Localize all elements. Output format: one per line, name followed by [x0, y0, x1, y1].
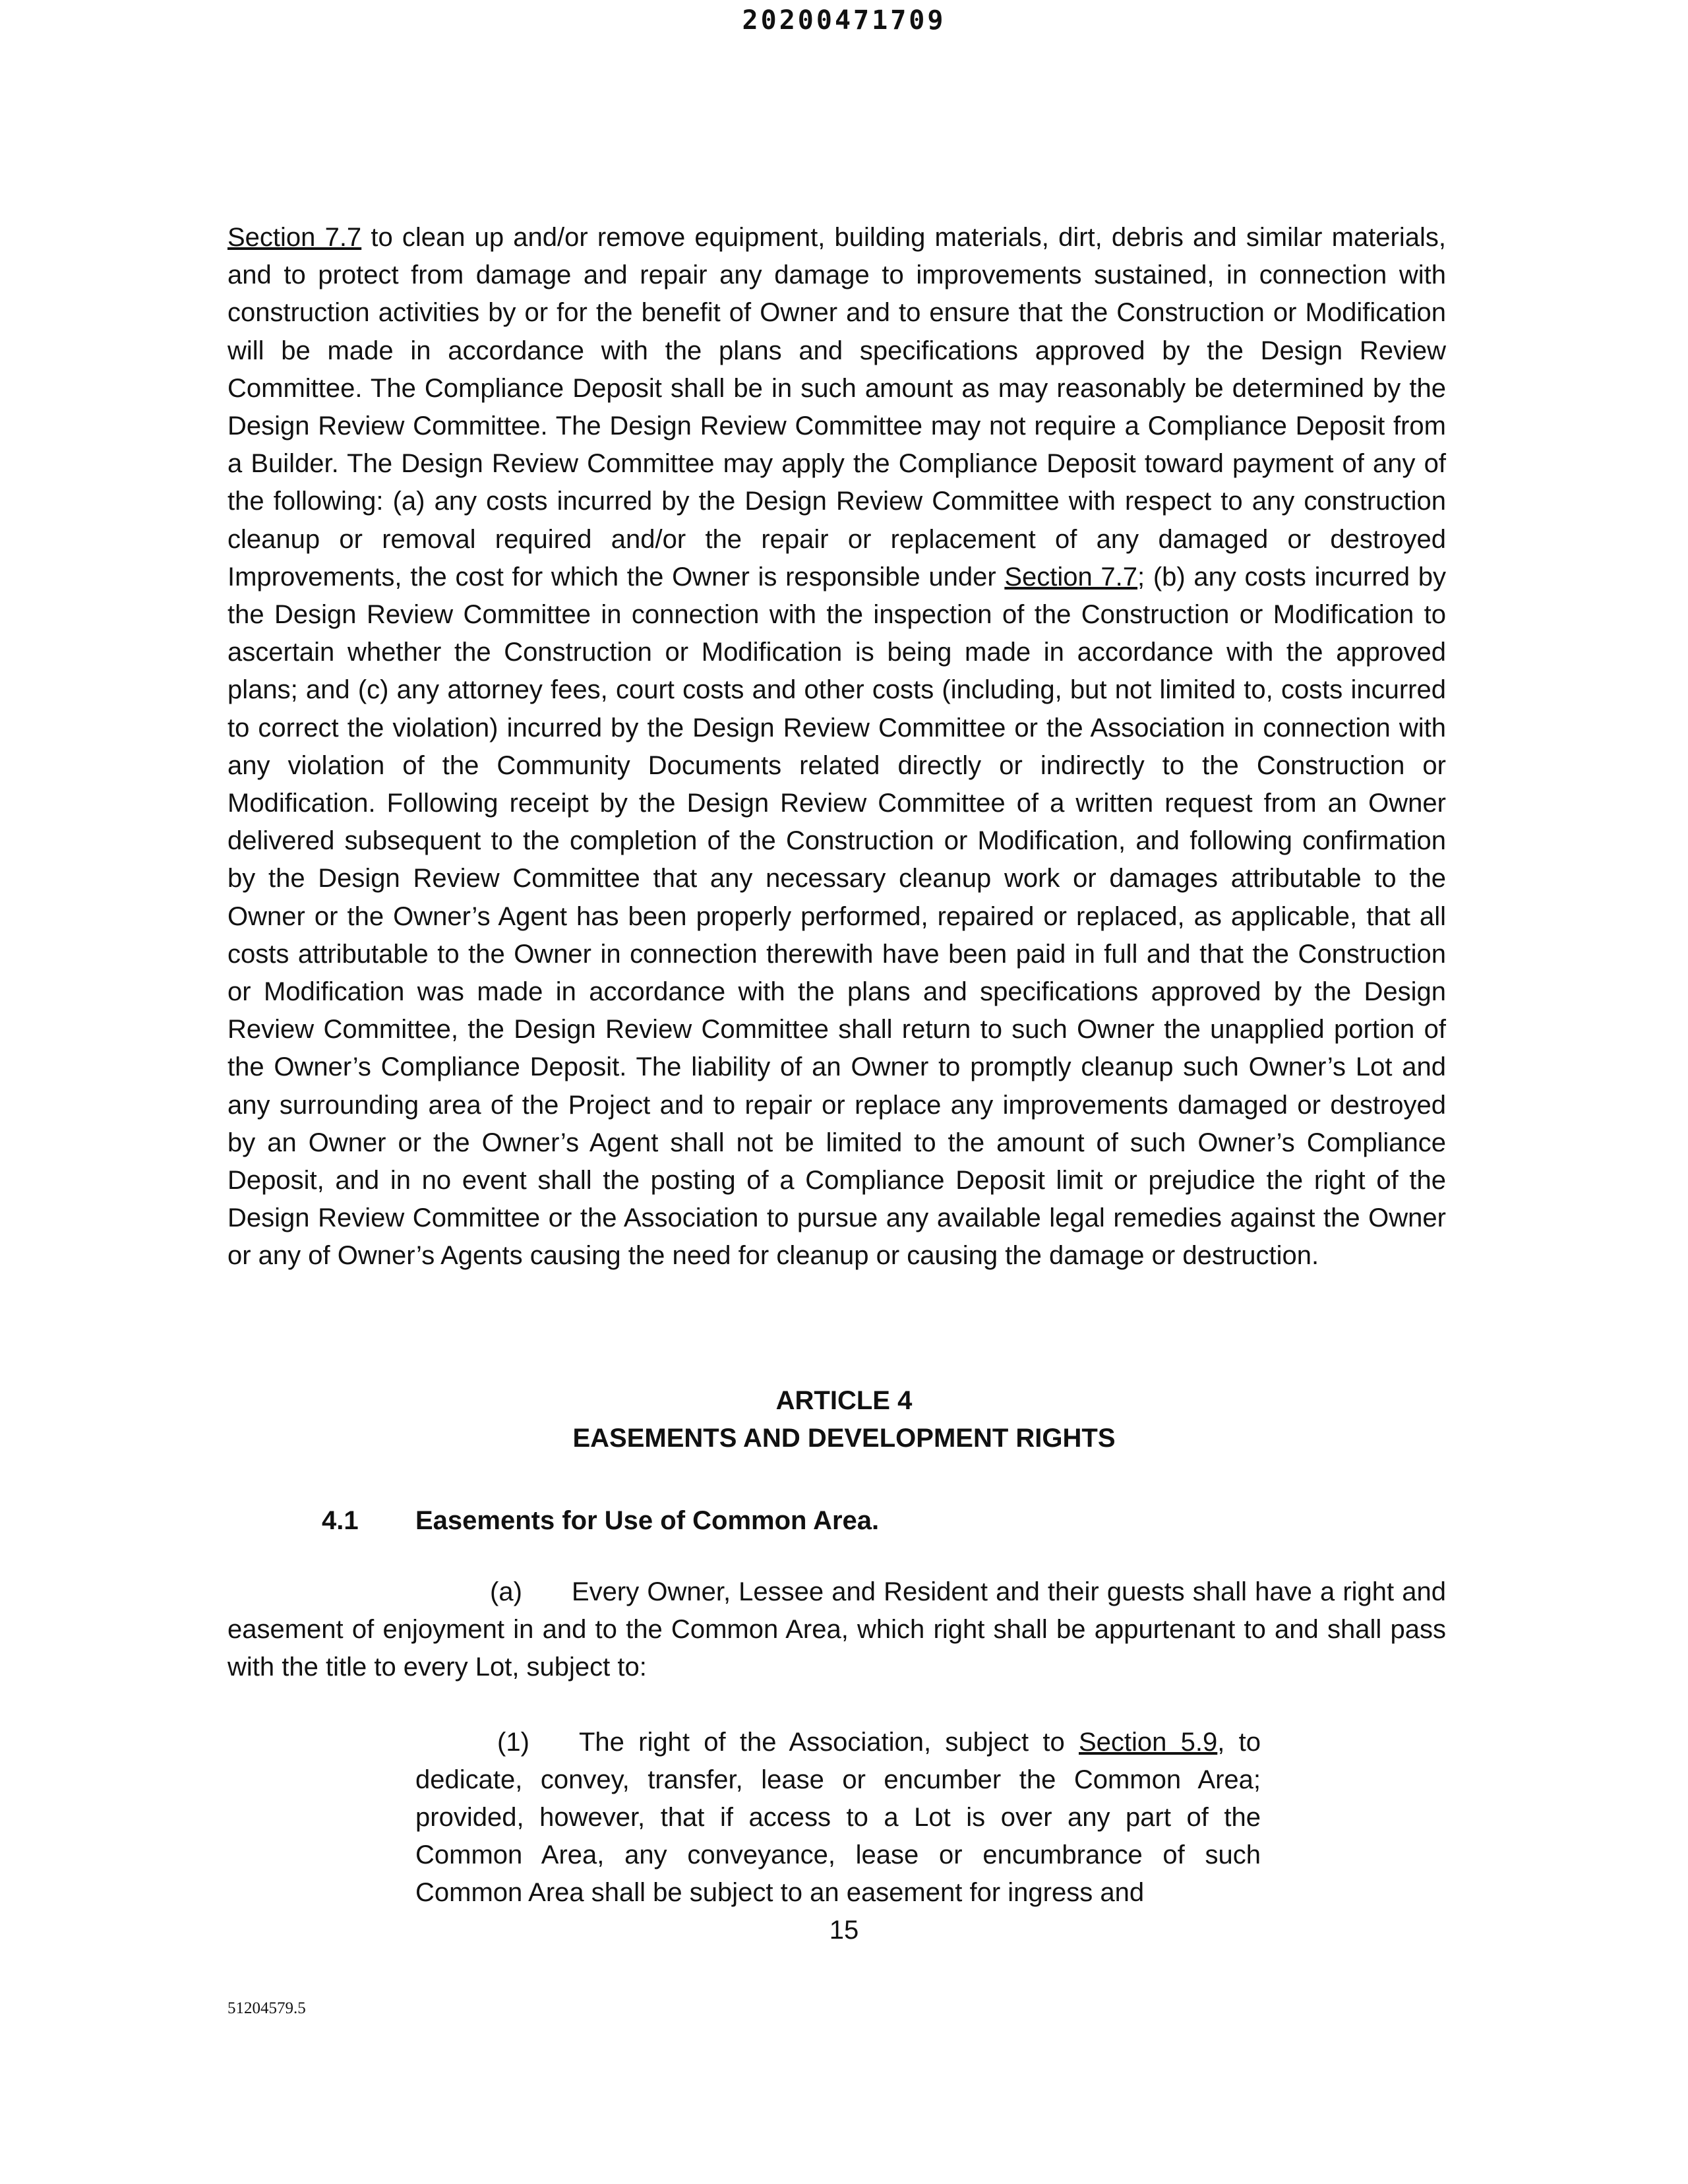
- body-paragraph-compliance-deposit: [227, 219, 1446, 1275]
- section-reference-link: Section 7.7: [227, 223, 362, 252]
- page-number: 15: [829, 1916, 859, 1945]
- document-id-footer: 51204579.5: [227, 1999, 306, 2017]
- section-reference-link: Section 5.9: [1079, 1728, 1218, 1757]
- paragraph-text: , to dedicate, convey, transfer, lease or encumber the Common Area; provided, however, that if access to a Lot is over any part of the Common Area, any conveyance, lease or encumbrance of such Common Area shall be subject to an easement for ingress and: [415, 1728, 1261, 1907]
- section-number: 4.1: [322, 1506, 359, 1535]
- subsection-label: (a): [490, 1577, 522, 1606]
- paragraph-text: ; (b) any costs incurred by the Design Review Committee in connection with the inspection of the Construction or Modification to ascertain whether the Construction or Modification is being made in accordance with the approved plans; and (c) any attorney fees, court costs and other costs (including, but not limited to, costs incurred to correct the violation) incurred by the Design Review Committee or the Association in connection with any violation of the Community Documents related directly or indirectly to the Construction or Modification. Following receipt by the Design Review Committee of a written request from an Owner delivered subsequent to the completion of the Construction or Modification, and following confirmation by the Design Review Committee that any necessary cleanup work or damages attributable to the Owner or the Owner’s Agent has been properly performed, repaired or replaced, as applicable, that all costs attributable to the Owner in connection therewith have been paid in full and that the Construction or Modification was made in accordance with the plans and specifications approved by the Design Review Committee, the Design Review Committee shall return to such Owner the unapplied portion of the Owner’s Compliance Deposit. The liability of an Owner to promptly cleanup such Owner’s Lot and any surrounding area of the Project and to repair or replace any improvements damaged or destroyed by an Owner or the Owner’s Agent shall not be limited to the amount of such Owner’s Compliance Deposit, and in no event shall the posting of a Compliance Deposit limit or prejudice the right of the Design Review Committee or the Association to pursue any available legal remedies against the Owner or any of Owner’s Agents causing the need for cleanup or causing the damage or destruction.: [227, 562, 1446, 1271]
- paragraph-text: to clean up and/or remove equipment, building materials, dirt, debris and similar materials, and to protect from damage and repair any damage to improvements sustained, in connection with construction activities by or for the benefit of Owner and to ensure that the Construction or Modification will be made in accordance with the plans and specifications approved by the Design Review Committee. The Compliance Deposit shall be in such amount as may reasonably be determined by the Design Review Committee. The Design Review Committee may not require a Compliance Deposit from a Builder. The Design Review Committee may apply the Compliance Deposit toward payment of any of the following: (a) any costs incurred by the Design Review Committee with respect to any construction cleanup or removal required and/or the repair or replacement of any damaged or destroyed Improvements, the cost for which the Owner is responsible under: [227, 223, 1446, 592]
- section-title: Easements for Use of Common Area.: [415, 1506, 880, 1535]
- article-title: ARTICLE 4: [775, 1386, 913, 1415]
- document-number-header: 20200471709: [742, 5, 946, 36]
- section-reference-link: Section 7.7: [1004, 562, 1138, 592]
- clause-label: (1): [497, 1728, 529, 1757]
- subsection-a-paragraph: [227, 1573, 1446, 1687]
- section-heading: [322, 1502, 879, 1540]
- article-subtitle: EASEMENTS AND DEVELOPMENT RIGHTS: [572, 1424, 1116, 1453]
- paragraph-text: The right of the Association, subject to: [579, 1728, 1079, 1757]
- clause-1-paragraph: [415, 1724, 1261, 1912]
- paragraph-text: Every Owner, Lessee and Resident and their guests shall have a right and easement of enjoyment in and to the Common Area, which right shall be appurtenant to and shall pass with the title to every Lot, subject to:: [227, 1577, 1446, 1682]
